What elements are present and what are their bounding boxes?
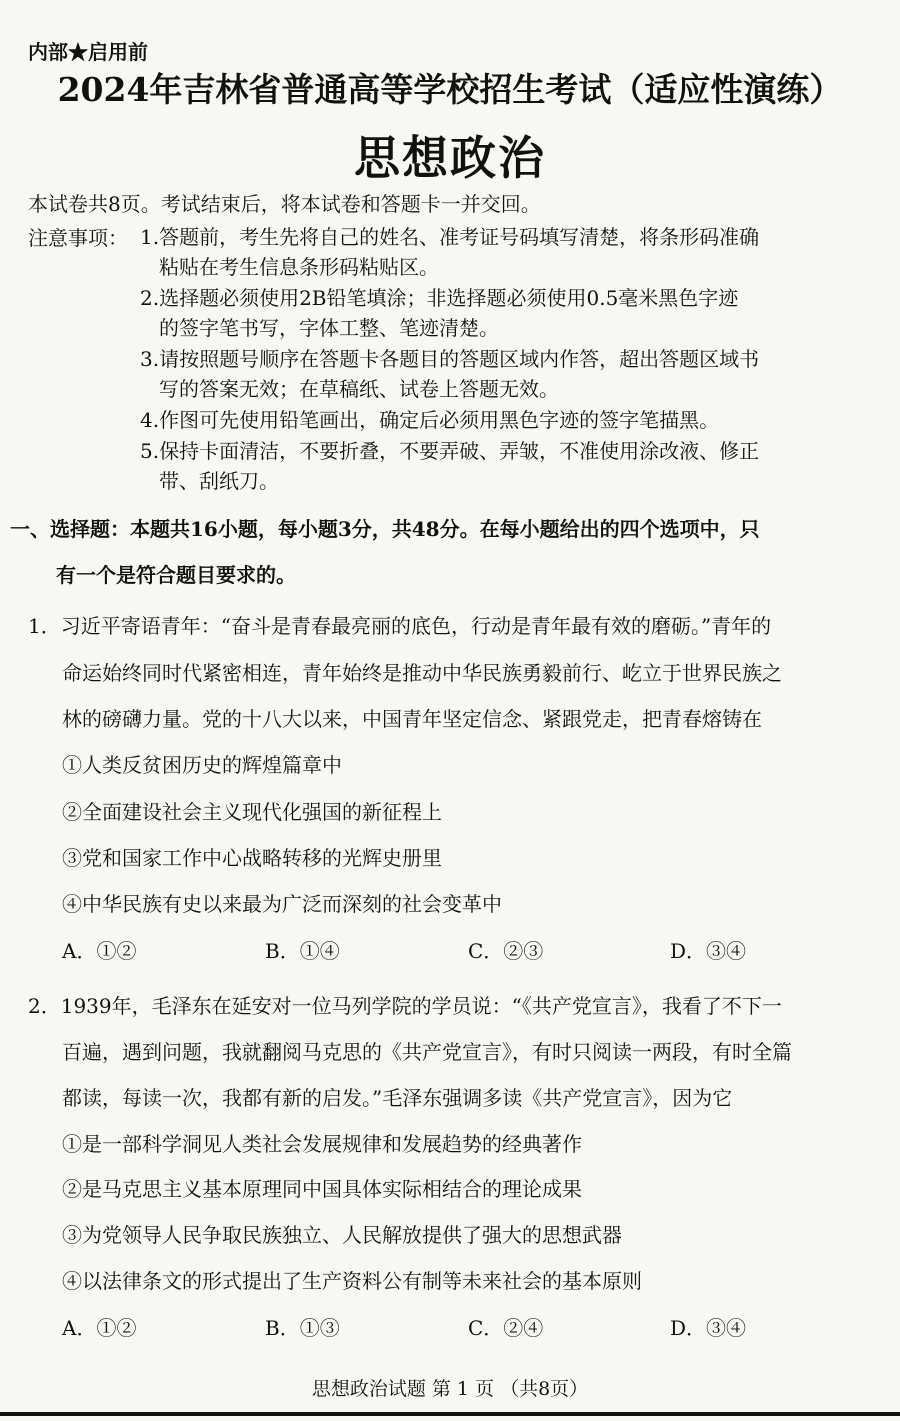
- question-1-statement: ④中华民族有史以来最为广泛而深刻的社会变革中: [62, 892, 502, 916]
- question-1-stem-line: 林的磅礴力量。党的十八大以来，中国青年坚定信念、紧跟党走，把青春熔铸在: [62, 707, 762, 731]
- question-2-statement: ①是一部科学洞见人类社会发展规律和发展趋势的经典著作: [62, 1132, 582, 1156]
- note-line: 1.答题前，考生先将自己的姓名、准考证号码填写清楚，将条形码准确: [140, 225, 760, 249]
- exam-intro: 本试卷共8页。考试结束后，将本试卷和答题卡一并交回。: [28, 192, 541, 216]
- question-2-statement: ③为党领导人民争取民族独立、人民解放提供了强大的思想武器: [62, 1223, 622, 1247]
- question-1-statement: ①人类反贫困历史的辉煌篇章中: [62, 753, 342, 777]
- subject-title: 思想政治: [354, 131, 546, 185]
- question-1-option-d: D．③④: [670, 939, 747, 963]
- question-1-stem-line: 命运始终同时代紧密相连，青年始终是推动中华民族勇毅前行、屹立于世界民族之: [62, 661, 782, 685]
- note-line-cont: 写的答案无效；在草稿纸、试卷上答题无效。: [159, 377, 559, 401]
- note-item: [140, 405, 860, 435]
- exam-title: 2024年吉林省普通高等学校招生考试（适应性演练）: [57, 70, 843, 109]
- note-item: [140, 344, 860, 404]
- question-1-option-b: B．①④: [265, 939, 340, 963]
- question-2-statement: ④以法律条文的形式提出了生产资料公有制等未来社会的基本原则: [62, 1269, 642, 1293]
- section-heading-line-cont: 有一个是符合题目要求的。: [56, 563, 296, 587]
- note-item: [140, 283, 860, 343]
- note-line-cont: 带、刮纸刀。: [159, 469, 279, 493]
- note-line: 2.选择题必须使用2B铅笔填涂；非选择题必须使用0.5毫米黑色字迹: [140, 286, 739, 310]
- question-1-statement: ②全面建设社会主义现代化强国的新征程上: [62, 800, 442, 824]
- section-heading: [10, 506, 872, 598]
- notes-label: 注意事项：: [28, 226, 128, 250]
- question-2-option-c: C．②④: [468, 1316, 544, 1340]
- question-2-option-b: B．①③: [265, 1316, 340, 1340]
- note-item: [140, 436, 860, 496]
- question-1-stem-line: 1．习近平寄语青年：“奋斗是青春最亮丽的底色，行动是青年最有效的磨砺。”青年的: [28, 614, 772, 638]
- question-2-stem-line: 2．1939年，毛泽东在延安对一位马列学院的学员说：“《共产党宣言》，我看了不下一: [28, 994, 782, 1018]
- question-2-statement: ②是马克思主义基本原理同中国具体实际相结合的理论成果: [62, 1177, 582, 1201]
- question-1-option-a: A．①②: [62, 939, 137, 963]
- note-line: 4.作图可先使用铅笔画出，确定后必须用黑色字迹的签字笔描黑。: [140, 408, 720, 432]
- note-line: 3.请按照题号顺序在答题卡各题目的答题区域内作答，超出答题区域书: [140, 347, 760, 371]
- bottom-divider: [0, 1412, 900, 1416]
- question-2-stem-line: 百遍，遇到问题，我就翻阅马克思的《共产党宣言》，有时只阅读一两段，有时全篇: [62, 1040, 792, 1064]
- note-line: 5.保持卡面清洁，不要折叠，不要弄破、弄皱，不准使用涂改液、修正: [140, 439, 760, 463]
- note-line-cont: 的签字笔书写，字体工整、笔迹清楚。: [159, 316, 499, 340]
- note-item: [140, 222, 860, 282]
- question-1-statement: ③党和国家工作中心战略转移的光辉史册里: [62, 846, 442, 870]
- page-footer: 思想政治试题 第 1 页 （共8页）: [311, 1378, 589, 1400]
- question-2-option-d: D．③④: [670, 1316, 747, 1340]
- question-1-option-c: C．②③: [468, 939, 544, 963]
- confidential-tag: 内部★启用前: [28, 40, 148, 64]
- section-heading-line: 一、选择题：本题共16小题，每小题3分，共48分。在每小题给出的四个选项中，只: [10, 517, 760, 541]
- question-2-option-a: A．①②: [62, 1316, 137, 1340]
- note-line-cont: 粘贴在考生信息条形码粘贴区。: [159, 255, 439, 279]
- question-2-stem-line: 都读，每读一次，我都有新的启发。”毛泽东强调多读《共产党宣言》，因为它: [62, 1086, 733, 1110]
